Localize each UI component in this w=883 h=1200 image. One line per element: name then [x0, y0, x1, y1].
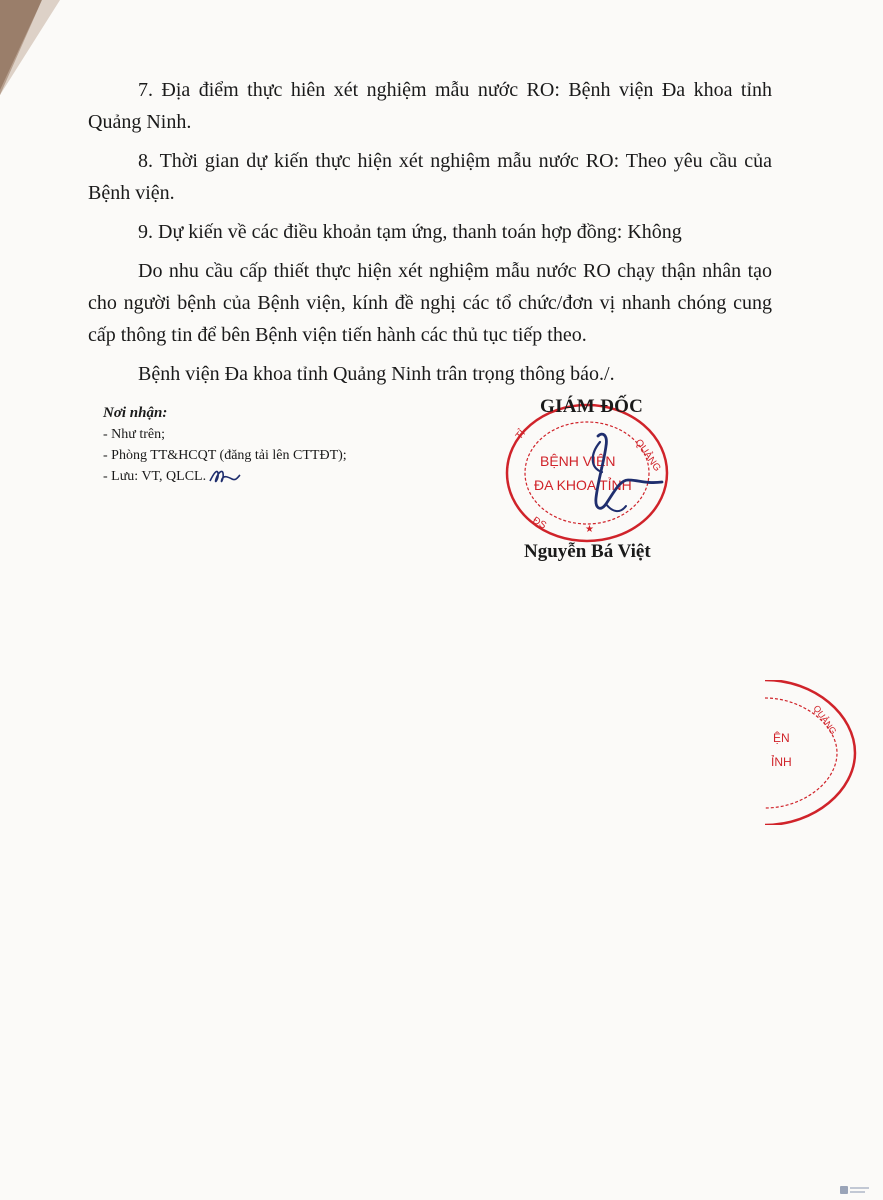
paragraph-request: Do nhu cầu cấp thiết thực hiện xét nghiệm mẫu nước RO chạy thận nhân tạo cho người bệnh của Bệnh viện, kính đề nghị các tổ chức/đơn vị nhanh chóng cung cấp thông tin để bên Bệnh viện tiến hành các thủ tục tiếp theo. [88, 260, 772, 346]
paragraph-item-7: 7. Địa điểm thực hiên xét nghiệm mẫu nước RO: Bệnh viện Đa khoa tỉnh Quảng Ninh. [88, 79, 772, 133]
signer-name: Nguyễn Bá Việt [524, 541, 651, 562]
paragraph-item-8: 8. Thời gian dự kiến thực hiện xét nghiệm mẫu nước RO: Theo yêu cầu của Bệnh viện. [88, 150, 772, 204]
partial-stamp-line1: ỆN [773, 731, 790, 745]
stamp-ring-top: QUẢNG [632, 437, 663, 474]
stamp-text-line1: BỆNH VIỆN [540, 453, 616, 469]
scanner-watermark [840, 1184, 870, 1196]
recipient-line: - Như trên; [103, 427, 166, 442]
paragraph-closing: Bệnh viện Đa khoa tỉnh Quảng Ninh trân trọng thông báo./. [138, 363, 615, 385]
partial-stamp-line2: ỈNH [771, 755, 792, 769]
scan-corner-shadow [0, 0, 60, 95]
partial-stamp [755, 680, 883, 825]
paragraph-item-9: 9. Dự kiến về các điều khoản tạm ứng, thanh toán hợp đồng: Không [138, 221, 682, 243]
stamp-text-line2: ĐA KHOA TỈNH [534, 477, 632, 493]
signer-title: GIÁM ĐỐC [540, 396, 644, 417]
recipient-line-text: - Lưu: VT, QLCL. [103, 469, 207, 484]
director-signature [568, 428, 668, 523]
stamp-ring-bottom: ĐS [530, 515, 549, 532]
stamp-ring-left: TỈ [513, 428, 529, 442]
recipients-title: Nơi nhận: [103, 405, 168, 421]
letter-body [88, 74, 772, 397]
recipient-line [103, 466, 347, 487]
recipient-line: - Phòng TT&HCQT (đăng tải lên CTTĐT); [103, 448, 347, 463]
initials-mark-icon [208, 467, 242, 487]
recipients-block [103, 403, 347, 487]
stamp-center-star: ★ [585, 524, 594, 535]
partial-stamp-ring: QUẢNG [811, 703, 839, 737]
